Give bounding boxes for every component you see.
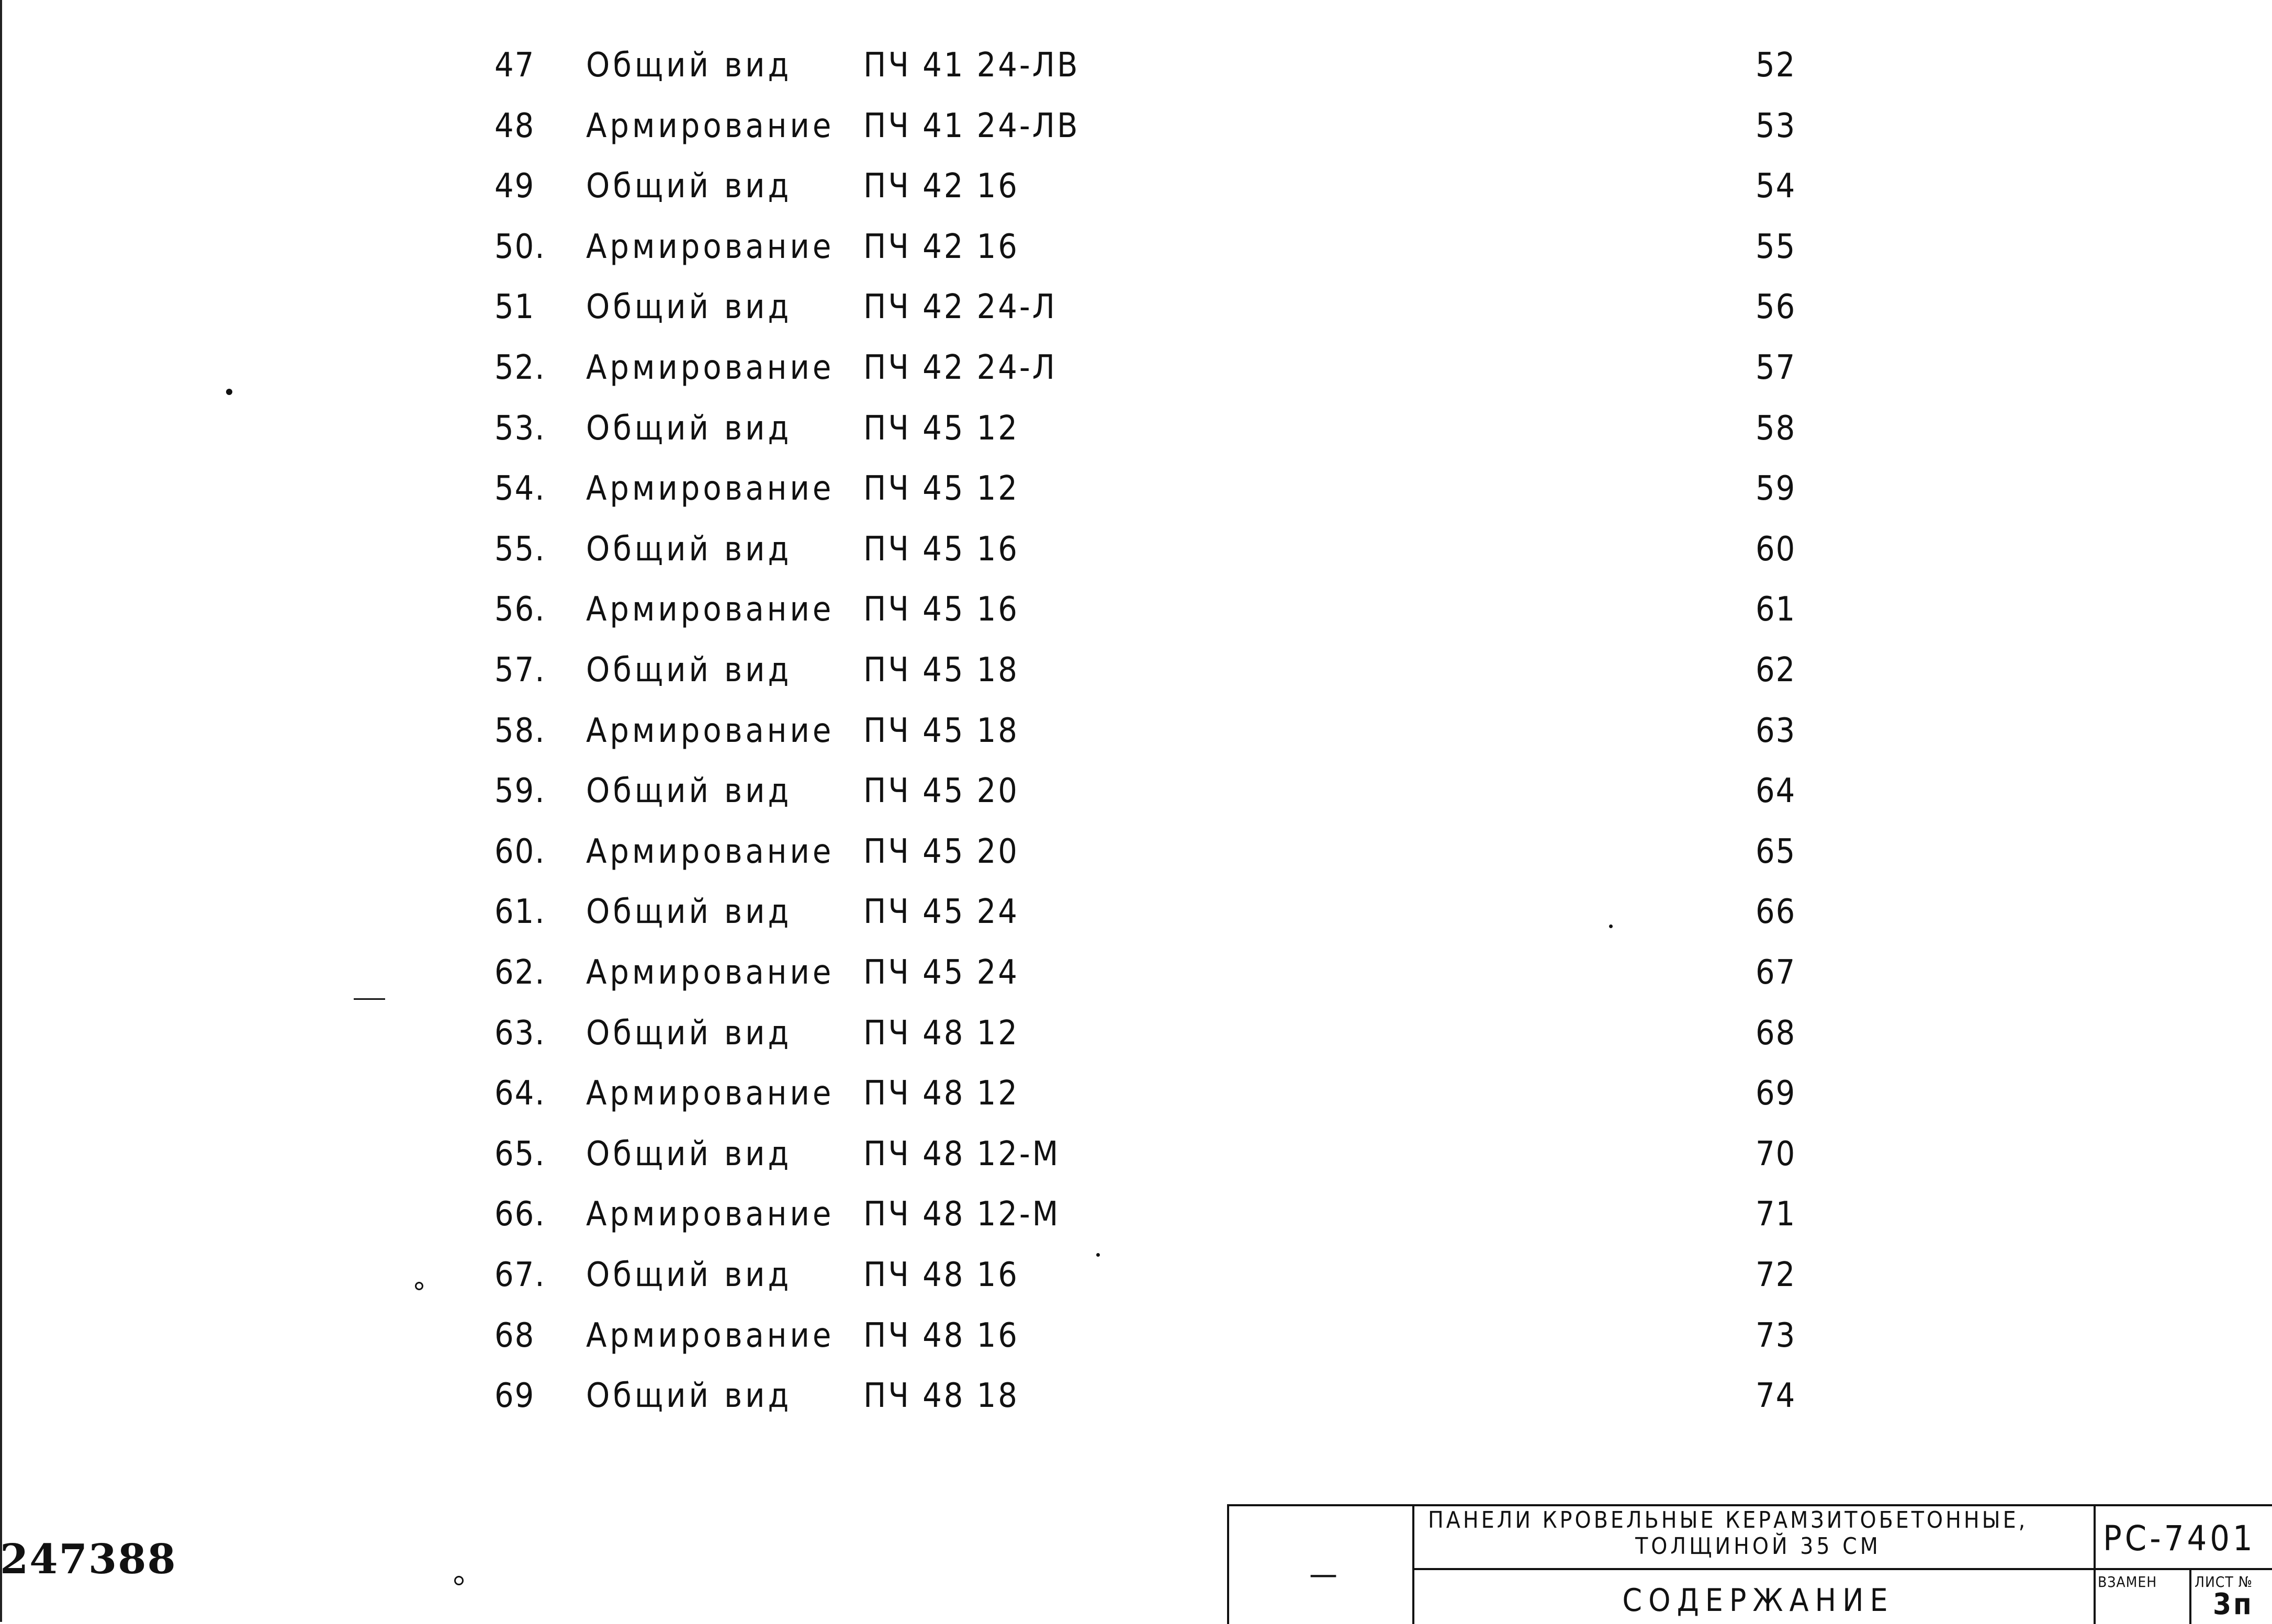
panel-mark: ПЧ 45 16 — [863, 590, 1019, 629]
panel-mark: ПЧ 42 16 — [863, 167, 1019, 206]
drawing-name: Армирование — [586, 469, 835, 508]
sheet-number: 68 — [1756, 1014, 1796, 1053]
row-number: 62. — [494, 953, 546, 992]
drawing-name: Армирование — [586, 228, 835, 266]
project-title-line2: ТОЛЩИНОЙ 35 СМ — [1635, 1533, 1881, 1560]
row-number: 65. — [494, 1135, 546, 1174]
sheet-number: 55 — [1756, 228, 1796, 266]
panel-mark: ПЧ 45 24 — [863, 953, 1019, 992]
drawing-name: Общий вид — [586, 1135, 792, 1174]
drawing-name: Общий вид — [586, 167, 792, 206]
drawing-name: Общий вид — [586, 1377, 792, 1415]
ink-speck — [354, 998, 385, 1000]
row-number: 69 — [494, 1377, 535, 1415]
replaces-label: ВЗАМЕН — [2098, 1573, 2157, 1591]
sheet-number: 74 — [1756, 1377, 1796, 1415]
table-row — [0, 218, 2272, 276]
panel-mark: ПЧ 41 24-ЛВ — [863, 107, 1080, 145]
panel-mark: ПЧ 45 20 — [863, 772, 1019, 810]
drawing-name: Общий вид — [586, 530, 792, 569]
sheet-number: 54 — [1756, 167, 1796, 206]
drawing-name: Армирование — [586, 1074, 835, 1113]
sheet-number: 56 — [1756, 288, 1796, 326]
drawing-name: Общий вид — [586, 1014, 792, 1053]
title-block-divider — [2094, 1506, 2096, 1624]
panel-mark: ПЧ 48 12 — [863, 1014, 1019, 1053]
table-row — [0, 581, 2272, 638]
panel-mark: ПЧ 48 16 — [863, 1316, 1019, 1355]
table-row — [0, 762, 2272, 820]
sheet-number: 72 — [1756, 1256, 1796, 1294]
row-number: 56. — [494, 590, 546, 629]
row-number: 61. — [494, 893, 546, 931]
drawing-name: Армирование — [586, 832, 835, 871]
drawing-name: Общий вид — [586, 46, 792, 85]
sheet-number: 70 — [1756, 1135, 1796, 1174]
drawing-name: Армирование — [586, 1316, 835, 1355]
sheet-number: 67 — [1756, 953, 1796, 992]
title-block-dash: — — [1309, 1556, 1337, 1593]
row-number: 60. — [494, 832, 546, 871]
panel-mark: ПЧ 42 24-Л — [863, 288, 1057, 326]
table-row — [0, 1246, 2272, 1304]
panel-mark: ПЧ 48 12 — [863, 1074, 1019, 1113]
table-row — [0, 339, 2272, 397]
table-row — [0, 641, 2272, 699]
drawing-name: Армирование — [586, 712, 835, 750]
panel-mark: ПЧ 42 24-Л — [863, 348, 1057, 387]
panel-mark: ПЧ 45 12 — [863, 469, 1019, 508]
row-number: 48 — [494, 107, 535, 145]
drawing-name: Общий вид — [586, 409, 792, 448]
table-row — [0, 702, 2272, 760]
sheet-number: 73 — [1756, 1316, 1796, 1355]
sheet-number: 60 — [1756, 530, 1796, 569]
sheet-number: 61 — [1756, 590, 1796, 629]
drawing-name: Общий вид — [586, 651, 792, 690]
table-row — [0, 278, 2272, 336]
sheet-number: 53 — [1756, 107, 1796, 145]
drawing-name: Армирование — [586, 348, 835, 387]
drawing-name: Армирование — [586, 1195, 835, 1234]
drawing-name: Общий вид — [586, 288, 792, 326]
row-number: 57. — [494, 651, 546, 690]
panel-mark: ПЧ 45 18 — [863, 651, 1019, 690]
ink-speck — [226, 389, 232, 395]
sheet-number: 64 — [1756, 772, 1796, 810]
sheet-number: 59 — [1756, 469, 1796, 508]
table-row — [0, 1367, 2272, 1425]
sheet-number: 58 — [1756, 409, 1796, 448]
panel-mark: ПЧ 45 20 — [863, 832, 1019, 871]
drawing-name: Общий вид — [586, 772, 792, 810]
drawing-name: Армирование — [586, 590, 835, 629]
row-number: 66. — [494, 1195, 546, 1234]
archive-stamp-number: 247388 — [0, 1536, 177, 1583]
sheet-number: 69 — [1756, 1074, 1796, 1113]
sheet-number: 71 — [1756, 1195, 1796, 1234]
panel-mark: ПЧ 48 12-М — [863, 1195, 1061, 1234]
sheet-number: 66 — [1756, 893, 1796, 931]
row-number: 59. — [494, 772, 546, 810]
table-row — [0, 157, 2272, 215]
row-number: 47 — [494, 46, 535, 85]
sheet-number: 52 — [1756, 46, 1796, 85]
row-number: 53. — [494, 409, 546, 448]
drawing-name: Общий вид — [586, 1256, 792, 1294]
table-row — [0, 97, 2272, 155]
sheet-number-value: 3п — [2213, 1587, 2254, 1621]
panel-mark: ПЧ 45 16 — [863, 530, 1019, 569]
table-row — [0, 1307, 2272, 1364]
drawing-name: Армирование — [586, 107, 835, 145]
row-number: 54. — [494, 469, 546, 508]
panel-mark: ПЧ 42 16 — [863, 228, 1019, 266]
panel-mark: ПЧ 41 24-ЛВ — [863, 46, 1080, 85]
table-row — [0, 1186, 2272, 1243]
row-number: 55. — [494, 530, 546, 569]
table-row — [0, 1005, 2272, 1062]
document-code: РС-7401 — [2103, 1518, 2256, 1559]
row-number: 51 — [494, 288, 535, 326]
drawing-name: Общий вид — [586, 893, 792, 931]
row-number: 49 — [494, 167, 535, 206]
drawing-name: Армирование — [586, 953, 835, 992]
table-row — [0, 944, 2272, 1001]
table-row — [0, 37, 2272, 94]
sheet-number: 65 — [1756, 832, 1796, 871]
table-row — [0, 521, 2272, 578]
ink-speck — [1609, 924, 1613, 928]
table-row — [0, 460, 2272, 517]
panel-mark: ПЧ 48 18 — [863, 1377, 1019, 1415]
table-row — [0, 1065, 2272, 1122]
title-block-divider — [1414, 1568, 2272, 1570]
panel-mark: ПЧ 48 12-М — [863, 1135, 1061, 1174]
panel-mark: ПЧ 45 18 — [863, 712, 1019, 750]
row-number: 50. — [494, 228, 546, 266]
row-number: 68 — [494, 1316, 535, 1355]
panel-mark: ПЧ 48 16 — [863, 1256, 1019, 1294]
sheet-number: 62 — [1756, 651, 1796, 690]
table-row — [0, 1125, 2272, 1183]
section-title: СОДЕРЖАНИЕ — [1622, 1582, 1894, 1619]
sheet-number: 63 — [1756, 712, 1796, 750]
table-row — [0, 823, 2272, 881]
row-number: 52. — [494, 348, 546, 387]
project-title-line1: ПАНЕЛИ КРОВЕЛЬНЫЕ КЕРАМЗИТОБЕТОННЫЕ, — [1428, 1507, 2028, 1533]
row-number: 63. — [494, 1014, 546, 1053]
title-block-divider — [2189, 1570, 2191, 1624]
sheet-number: 57 — [1756, 348, 1796, 387]
panel-mark: ПЧ 45 24 — [863, 893, 1019, 931]
table-row — [0, 400, 2272, 457]
title-block — [1227, 1504, 2272, 1624]
title-block-divider — [1412, 1506, 1414, 1624]
row-number: 67. — [494, 1256, 546, 1294]
row-number: 58. — [494, 712, 546, 750]
sheet-number-label: ЛИСТ № — [2195, 1573, 2253, 1591]
ink-speck — [415, 1282, 423, 1290]
ink-speck — [1096, 1253, 1100, 1257]
panel-mark: ПЧ 45 12 — [863, 409, 1019, 448]
ink-speck — [454, 1576, 464, 1585]
table-row — [0, 883, 2272, 941]
row-number: 64. — [494, 1074, 546, 1113]
